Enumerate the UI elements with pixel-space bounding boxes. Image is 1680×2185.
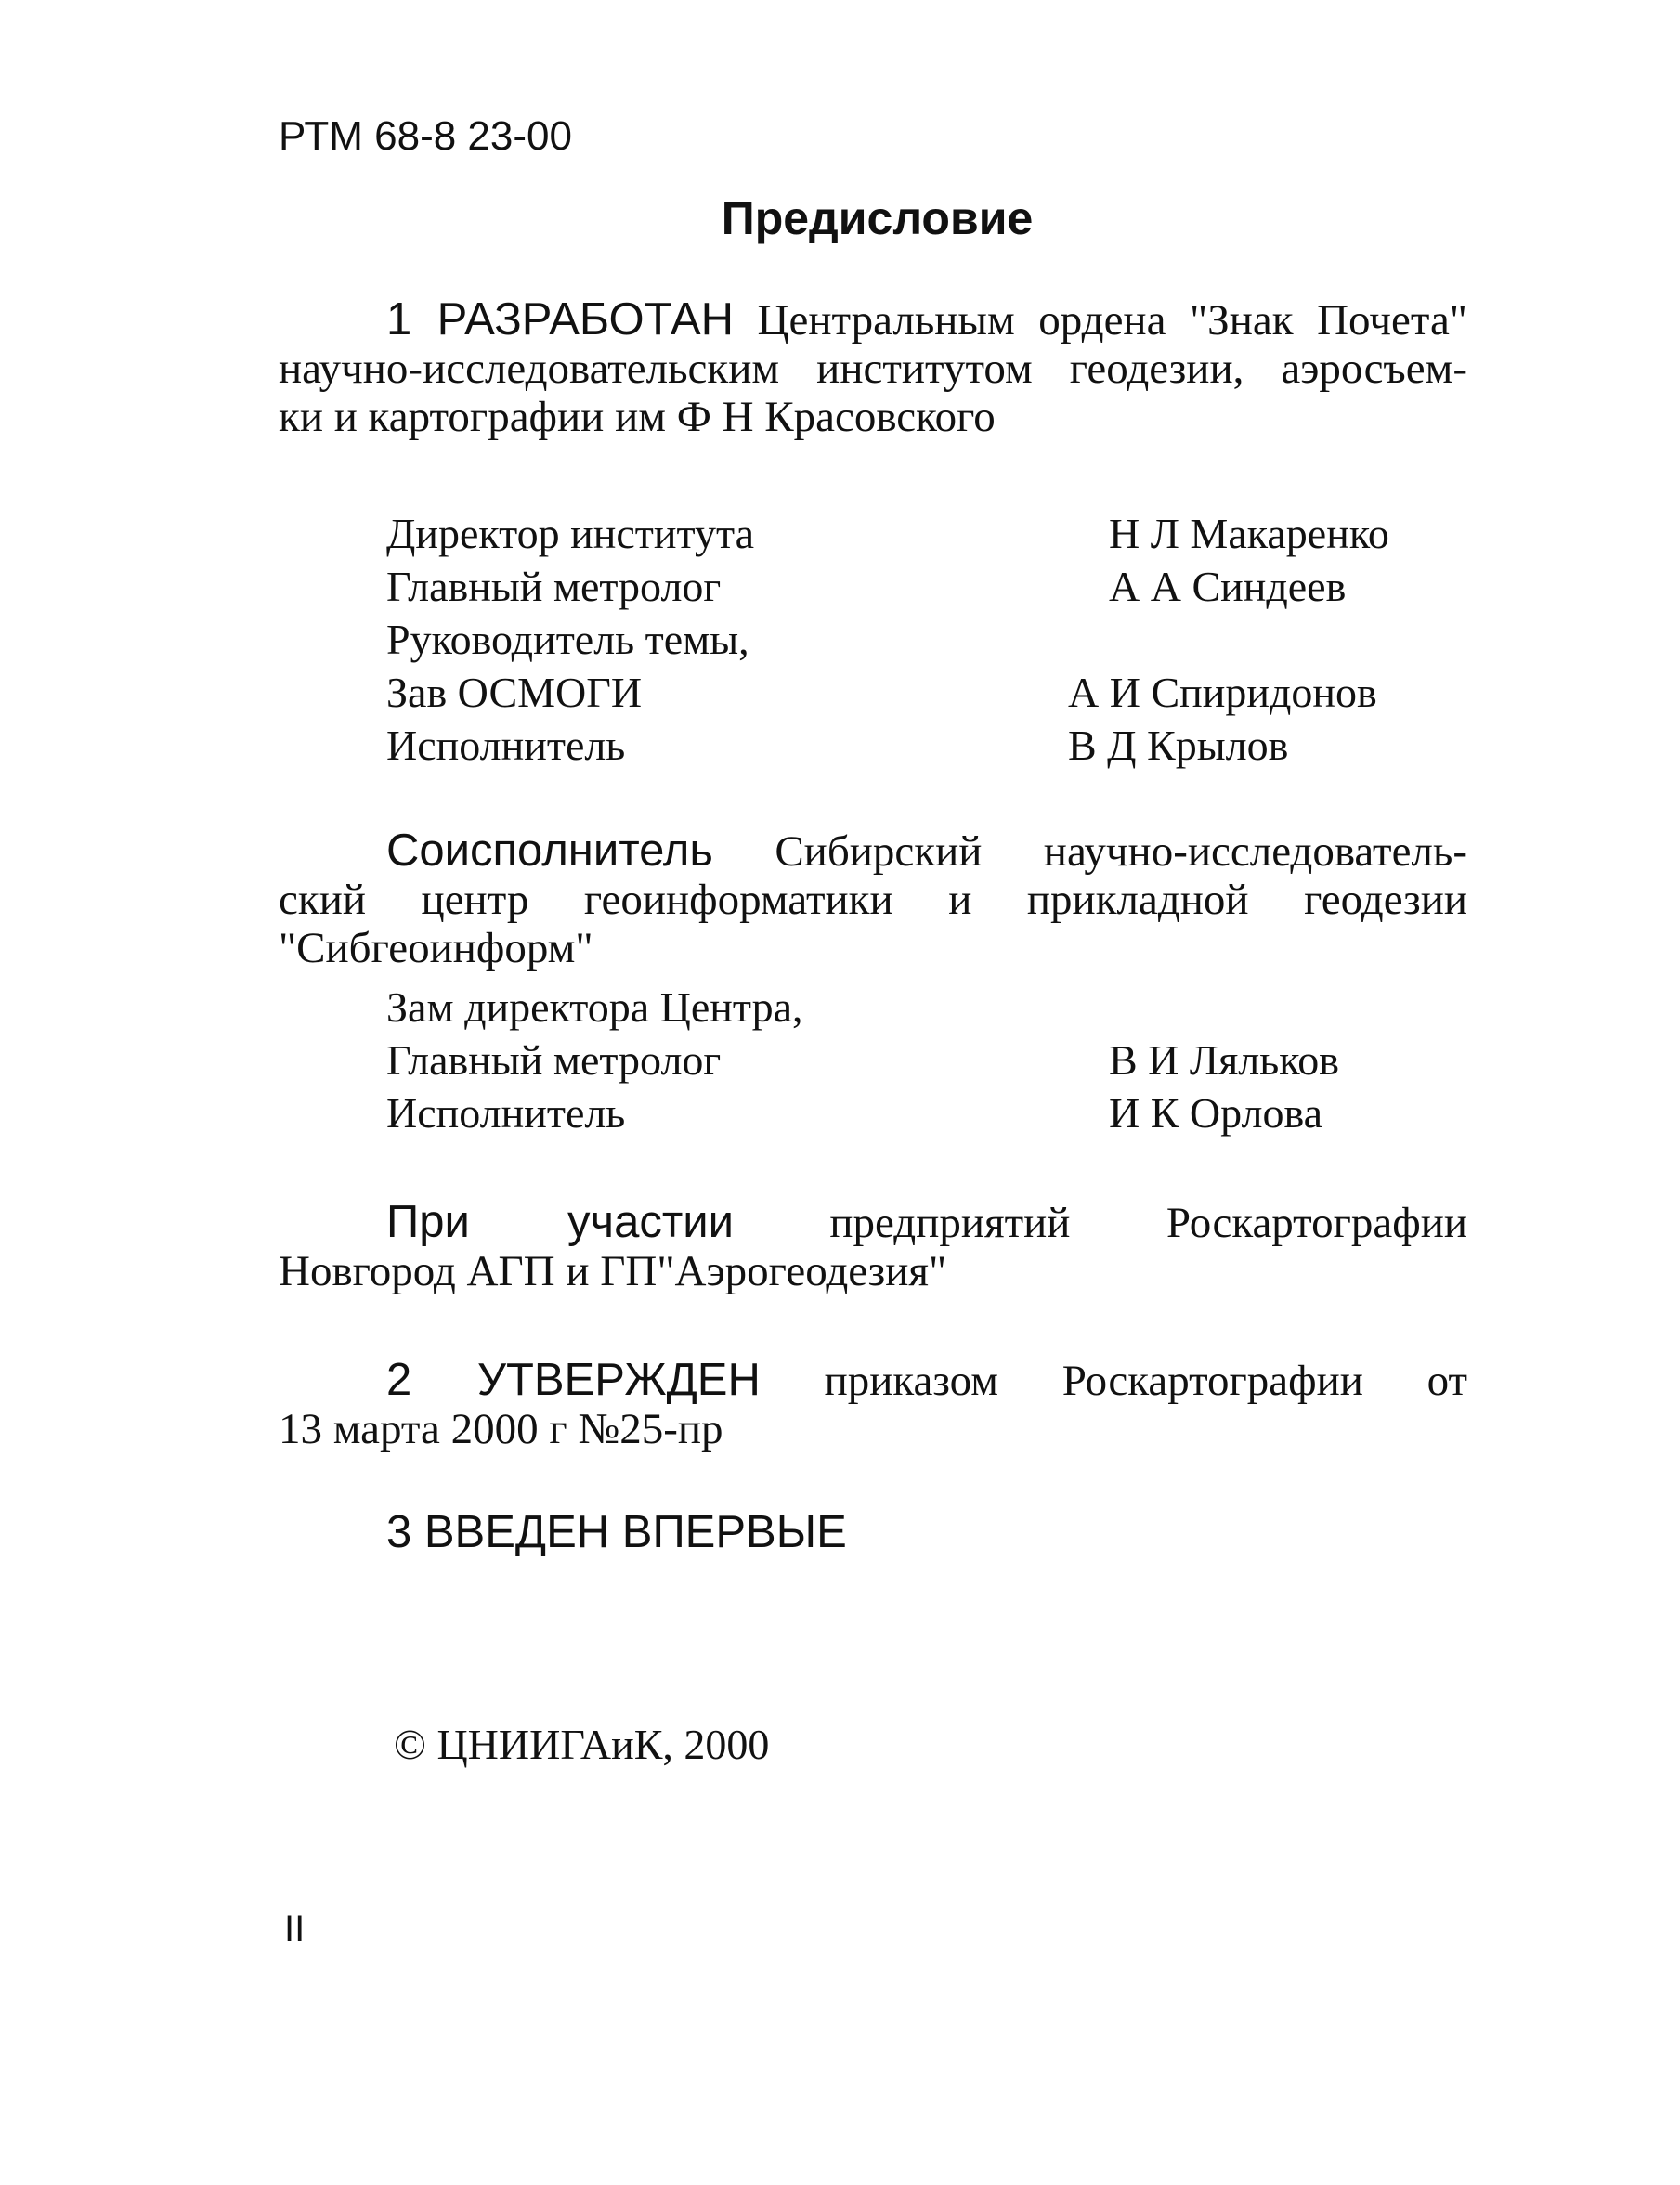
page-title: Предисловие [721,192,1034,244]
participation-line-2: Новгород АГП и ГП"Аэрогеодезия" [279,1247,947,1295]
introduced-paragraph [279,1508,1467,1557]
role-title: Руководитель темы, [386,616,749,663]
developer-line-1 [279,295,1467,345]
developer-roles [386,509,1436,774]
role-row [386,509,1436,562]
role-row [386,1088,1436,1141]
copyright-notice: © ЦНИИГАиК, 2000 [394,1721,770,1768]
role-title: Главный метролог [386,563,722,610]
role-name: В Д Крылов [1068,722,1289,769]
coexecutor-text-1: Сибирский научно-исследователь- [775,827,1468,876]
page-number: II [284,1908,306,1949]
approved-line-2: 13 марта 2000 г №25-пр [279,1405,723,1453]
role-row [386,721,1436,774]
role-row [386,668,1436,721]
role-name: А И Спиридонов [1068,669,1377,716]
introduced-lead: 3 ВВЕДЕН ВПЕРВЫЕ [386,1507,847,1557]
role-name: В И Ляльков [1109,1036,1339,1084]
coexecutor-line-1 [279,826,1467,876]
developer-paragraph [279,295,1467,441]
introduced-line-1 [279,1508,1467,1557]
role-title: Зам директора Центра, [386,983,803,1031]
coexecutor-roles [386,982,1436,1141]
approved-lead: 2 УТВЕРЖДЕН [386,1355,761,1405]
developer-line-2: научно-исследовательским институтом геодезии, аэросъем- [279,345,1467,393]
coexecutor-lead: Соисполнитель [386,826,713,876]
role-row [386,562,1436,615]
participation-line-1 [279,1198,1467,1247]
developer-lead: 1 РАЗРАБОТАН [386,294,734,345]
developer-text-1: Центральным ордена "Знак Почета" [757,296,1467,345]
role-row [386,982,1436,1035]
role-row [386,615,1436,668]
document-code: РТМ 68-8 23-00 [279,113,572,159]
role-title: Исполнитель [386,1089,626,1137]
approved-paragraph [279,1356,1467,1453]
role-title: Зав ОСМОГИ [386,669,643,716]
role-name: И К Орлова [1109,1089,1322,1137]
coexecutor-line-3: "Сибгеоинформ" [279,924,593,972]
role-name: А А Синдеев [1109,563,1347,610]
approved-text-1: приказом Роскартографии от [824,1357,1468,1405]
coexecutor-paragraph [279,826,1467,972]
approved-line-1 [279,1356,1467,1405]
participation-lead: При участии [386,1197,735,1247]
role-title: Исполнитель [386,722,626,769]
role-name: Н Л Макаренко [1109,510,1389,557]
role-title: Главный метролог [386,1036,722,1084]
role-row [386,1035,1436,1088]
coexecutor-line-2: ский центр геоинформатики и прикладной геодезии [279,876,1467,924]
participation-paragraph [279,1198,1467,1295]
participation-text-1: предприятий Роскартографии [829,1199,1467,1247]
developer-line-3: ки и картографии им Ф Н Красовского [279,393,996,441]
role-title: Директор института [386,510,755,557]
